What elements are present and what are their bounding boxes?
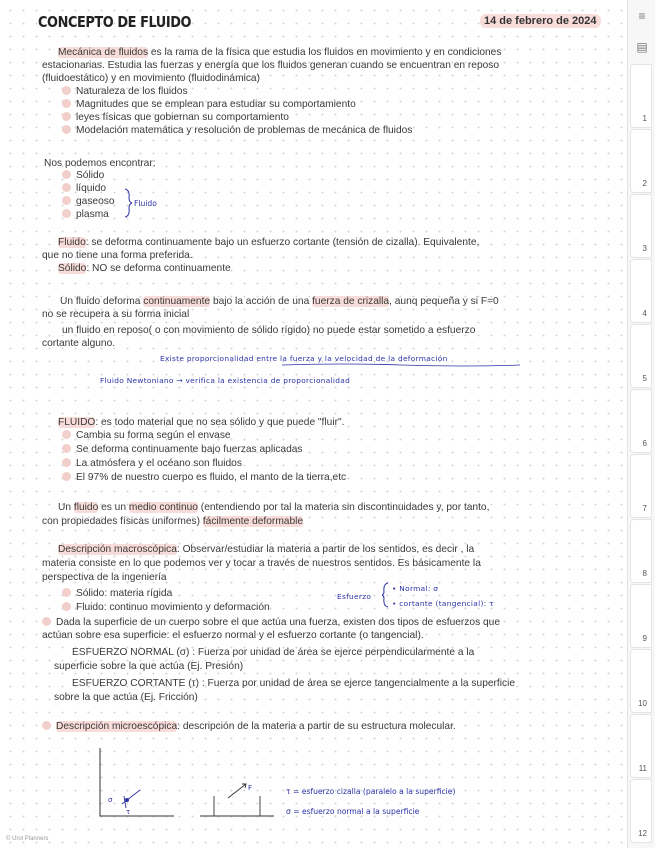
list-item: leyes físicas que gobiernan su comportamiento bbox=[62, 111, 289, 124]
menu-icon[interactable]: ≡ bbox=[638, 9, 646, 23]
sidebar bbox=[627, 0, 655, 848]
list-item: Sólido bbox=[62, 169, 104, 182]
list-item: Naturaleza de los fluidos bbox=[62, 85, 188, 98]
solid-def-line: Sólido: NO se deforma continuamente bbox=[58, 263, 231, 274]
continuo-line-1: Un fluido es un medio continuo (entendiendo por tal la materia sin discontinuidades y, por tanto, bbox=[58, 502, 490, 513]
bullet-dot bbox=[42, 617, 51, 626]
bullet-dot bbox=[62, 112, 71, 121]
intro-line-3: (fluidoestático) y en movimiento (fluidodinámica) bbox=[42, 73, 260, 84]
notes-icon[interactable]: ▤ bbox=[636, 40, 648, 54]
list-item: El 97% de nuestro cuerpo es fluido, el manto de la tierra,etc bbox=[62, 471, 346, 484]
brace-icon bbox=[124, 188, 132, 218]
deform-line-1: Un fluido deforma continuamente bajo la acción de una fuerza de crizalla, aunq pequeña y si F=0 bbox=[60, 296, 499, 307]
list-item: Cambia su forma según el envase bbox=[62, 429, 231, 442]
tab-page-4[interactable]: 4 bbox=[630, 259, 652, 323]
svg-text:F: F bbox=[248, 784, 253, 792]
tab-page-3[interactable]: 3 bbox=[630, 194, 652, 258]
normal-line-1: ESFUERZO NORMAL (σ) : Fuerza por unidad de área se ejerce perpendicularmente a la bbox=[72, 647, 475, 658]
footer-credit: © Urol Planners bbox=[6, 836, 49, 842]
intro-line-2: estacionarias. Estudia las fuerzas y energía que los fluidos generan cuando se encuentran en reposo bbox=[42, 60, 500, 71]
handwritten-sigma-def: σ = esfuerzo normal a la superficie bbox=[286, 807, 420, 816]
deform-line-4: cortante alguno. bbox=[42, 338, 116, 349]
svg-text:τ: τ bbox=[126, 808, 131, 816]
list-item: gaseoso bbox=[62, 195, 115, 208]
list-item: líquido bbox=[62, 182, 106, 195]
bullet-dot bbox=[62, 125, 71, 134]
bullet-dot bbox=[62, 86, 71, 95]
states-note: Fluido bbox=[134, 199, 157, 208]
intro-line-1: Mecánica de fluidos es la rama de la física que estudia los fluidos en movimiento y en condiciones bbox=[58, 47, 502, 58]
handwritten-tau-def: τ = esfuerzo cizalla (paralelo a la superficie) bbox=[286, 787, 456, 796]
fluid-def-line-2: que no tiene una forma preferida. bbox=[42, 250, 193, 261]
deform-line-3: un fluido en reposo( o con movimiento de sólido rígido) no puede estar sometido a esfuerzo bbox=[62, 325, 476, 336]
list-item: Fluido: continuo movimiento y deformación bbox=[62, 601, 270, 614]
bullet-dot bbox=[62, 196, 71, 205]
macro-line-2: materia consiste en lo que podemos ver y tocar a través de nuestros sentidos. Es básicamente la bbox=[42, 558, 481, 569]
list-item: plasma bbox=[62, 208, 109, 221]
tab-page-5[interactable]: 5 bbox=[630, 324, 652, 388]
fluid-def-line-1: Fluido: se deforma continuamente bajo un esfuerzo cortante (tensión de cizalla). Equivalente, bbox=[58, 237, 480, 248]
handwritten-cortante: • cortante (tangencial): τ bbox=[392, 599, 494, 608]
tab-page-11[interactable]: 11 bbox=[630, 714, 652, 778]
states-label: Nos podemos encontrar: bbox=[44, 158, 156, 169]
macro-line-1: Descripción macroscópica: Observar/estudiar la materia a partir de los sentidos, es decir , la bbox=[58, 544, 475, 555]
page-title: CONCEPTO DE FLUIDO bbox=[38, 13, 192, 31]
deform-line-2: no se recupera a su forma inicial bbox=[42, 309, 190, 320]
continuo-line-2: con propiedades físicas uniformes) fácilmente deformable bbox=[42, 516, 304, 527]
surface-line-1: Dada la superficie de un cuerpo sobre el que actúa una fuerza, existen dos tipos de esfuerzos que bbox=[42, 616, 500, 629]
bullet-dot bbox=[62, 99, 71, 108]
brace-icon bbox=[382, 582, 389, 608]
fluido-heading-line: FLUIDO: es todo material que no sea sólido y que puede "fluir". bbox=[58, 417, 345, 428]
list-item: La atmósfera y el océano son fluidos bbox=[62, 457, 242, 470]
stress-sketch-icon bbox=[96, 746, 276, 822]
tab-page-2[interactable]: 2 bbox=[630, 129, 652, 193]
bullet-dot bbox=[62, 209, 71, 218]
term-mecanica: Mecánica de fluidos bbox=[58, 47, 149, 58]
macro-line-3: perspectiva de la ingeniería bbox=[42, 572, 167, 583]
tab-page-9[interactable]: 9 bbox=[630, 584, 652, 648]
bullet-dot bbox=[62, 170, 71, 179]
tab-page-12[interactable]: 12 bbox=[630, 779, 652, 843]
surface-line-2: actúan sobre esa superficie: el esfuerzo normal y el esfuerzo cortante (o tangencial). bbox=[42, 630, 424, 641]
cortante-line-1: ESFUERZO CORTANTE (τ) : Fuerza por unidad de área se ejerce tangencialmente a la superficie bbox=[72, 678, 516, 689]
list-item: Magnitudes que se emplean para estudiar su comportamiento bbox=[62, 98, 356, 111]
bullet-dot bbox=[42, 721, 51, 730]
bullet-dot bbox=[62, 588, 71, 597]
handwritten-normal: • Normal: σ bbox=[392, 584, 439, 593]
handwritten-newtonian: Fluido Newtoniano → verifica la existencia de proporcionalidad bbox=[100, 376, 351, 385]
normal-line-2: superficie sobre la que actúa (Ej. Presión) bbox=[54, 661, 244, 672]
handwritten-proportional: Existe proporcionalidad entre la fuerza y la velocidad de la deformación bbox=[160, 354, 448, 363]
note-date: 14 de febrero de 2024 bbox=[480, 14, 601, 28]
tab-page-7[interactable]: 7 bbox=[630, 454, 652, 518]
tab-page-8[interactable]: 8 bbox=[630, 519, 652, 583]
tab-page-10[interactable]: 10 bbox=[630, 649, 652, 713]
bullet-dot bbox=[62, 183, 71, 192]
bullet-dot bbox=[62, 602, 71, 611]
underline-icon bbox=[282, 363, 522, 367]
list-item: Sólido: materia rígida bbox=[62, 587, 172, 600]
handwritten-esfuerzo: Esfuerzo bbox=[337, 592, 372, 601]
bullet-dot bbox=[62, 458, 71, 467]
bullet-dot bbox=[62, 444, 71, 453]
list-item: Se deforma continuamente bajo fuerzas aplicadas bbox=[62, 443, 303, 456]
svg-text:σ: σ bbox=[108, 796, 113, 804]
cortante-line-2: sobre la que actúa (Ej. Fricción) bbox=[54, 692, 198, 703]
list-item: Modelación matemática y resolución de problemas de mecánica de fluidos bbox=[62, 124, 412, 137]
bullet-dot bbox=[62, 472, 71, 481]
tab-page-1[interactable]: 1 bbox=[630, 64, 652, 128]
tab-page-6[interactable]: 6 bbox=[630, 389, 652, 453]
micro-line: Descripción microescópica: descripción de la materia a partir de su estructura molecular. bbox=[42, 720, 456, 733]
bullet-dot bbox=[62, 430, 71, 439]
